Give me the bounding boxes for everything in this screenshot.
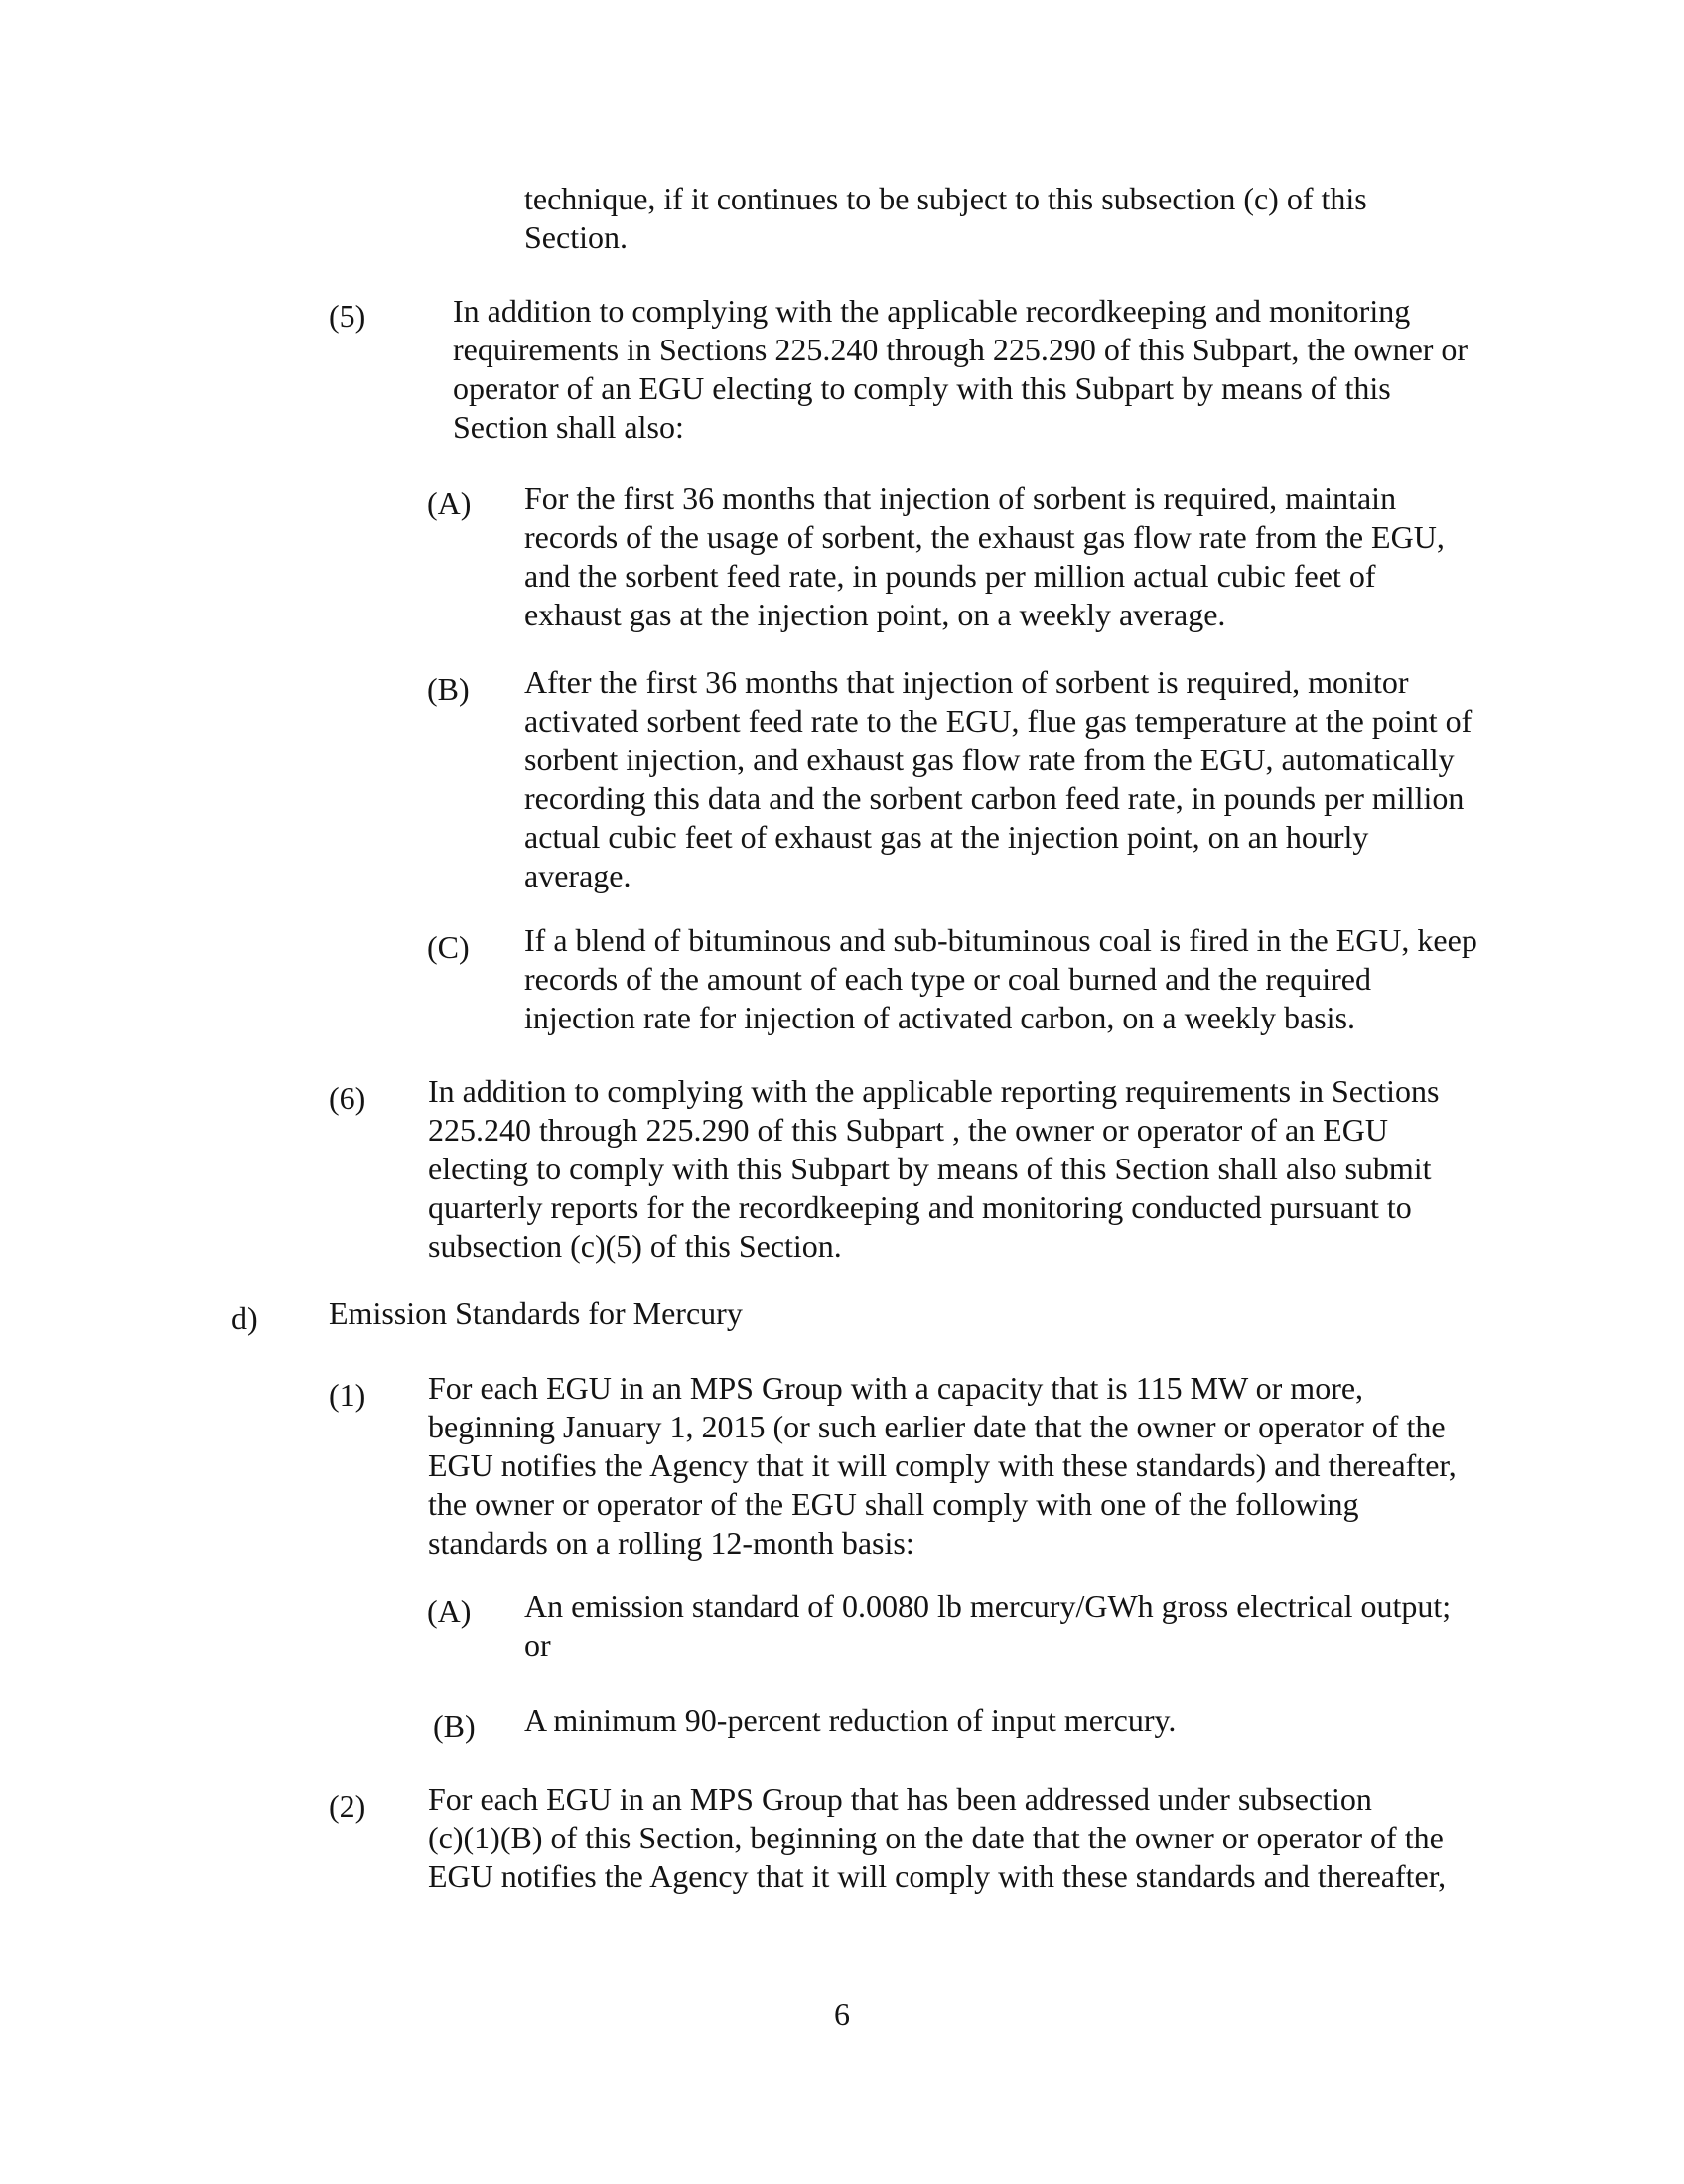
sub-item-marker-c5-a: (A) <box>427 485 472 521</box>
item-marker-c6: (6) <box>329 1080 366 1116</box>
paragraph-c6 <box>428 1072 1439 1266</box>
sub-item-marker-c5-c: (C) <box>427 929 470 965</box>
continuation-paragraph <box>524 180 1367 257</box>
paragraph-d1-a <box>524 1587 1451 1665</box>
text-line: (c)(1)(B) of this Section, beginning on the date that the owner or operator of the <box>428 1820 1444 1855</box>
text-line: EGU notifies the Agency that it will comply with these standards) and thereafter, <box>428 1447 1457 1483</box>
text-line: or <box>524 1627 551 1663</box>
text-line: A minimum 90-percent reduction of input mercury. <box>524 1703 1177 1738</box>
sub-item-marker-c5-b: (B) <box>427 671 470 707</box>
text-line: In addition to complying with the applicable recordkeeping and monitoring <box>453 293 1411 329</box>
paragraph-c5 <box>453 292 1468 447</box>
text-line: recording this data and the sorbent carbon feed rate, in pounds per million <box>524 780 1465 816</box>
item-marker-c5: (5) <box>329 298 366 334</box>
text-line: If a blend of bituminous and sub-bituminous coal is fired in the EGU, keep <box>524 922 1477 958</box>
paragraph-d2 <box>428 1780 1446 1896</box>
text-line: electing to comply with this Subpart by means of this Section shall also submit <box>428 1151 1432 1186</box>
section-marker-d: d) <box>231 1300 258 1336</box>
text-line: Section. <box>524 219 628 255</box>
text-line: quarterly reports for the recordkeeping and monitoring conducted pursuant to <box>428 1189 1412 1225</box>
text-line: operator of an EGU electing to comply with this Subpart by means of this <box>453 370 1391 406</box>
text-line: injection rate for injection of activated carbon, on a weekly basis. <box>524 1000 1356 1035</box>
text-line: After the first 36 months that injection of sorbent is required, monitor <box>524 664 1409 700</box>
text-line: actual cubic feet of exhaust gas at the injection point, on an hourly <box>524 819 1369 855</box>
text-line: requirements in Sections 225.240 through 225.290 of this Subpart, the owner or <box>453 332 1469 367</box>
text-line: 225.240 through 225.290 of this Subpart , the owner or operator of an EGU <box>428 1112 1388 1148</box>
text-line: An emission standard of 0.0080 lb mercury/GWh gross electrical output; <box>524 1588 1452 1624</box>
text-line: For the first 36 months that injection of sorbent is required, maintain <box>524 480 1397 516</box>
page-number: 6 <box>834 1996 850 2032</box>
section-heading-d: Emission Standards for Mercury <box>329 1296 743 1331</box>
paragraph-c5-c <box>524 921 1477 1037</box>
paragraph-d1 <box>428 1369 1457 1563</box>
sub-item-marker-d1-a: (A) <box>427 1593 472 1629</box>
paragraph-c5-b <box>524 663 1472 895</box>
text-line: standards on a rolling 12-month basis: <box>428 1525 914 1561</box>
text-line: the owner or operator of the EGU shall comply with one of the following <box>428 1486 1359 1522</box>
text-line: activated sorbent feed rate to the EGU, flue gas temperature at the point of <box>524 703 1473 739</box>
text-line: records of the amount of each type or coal burned and the required <box>524 961 1371 997</box>
paragraph-d1-b <box>524 1702 1176 1740</box>
text-line: subsection (c)(5) of this Section. <box>428 1228 842 1264</box>
text-line: records of the usage of sorbent, the exhaust gas flow rate from the EGU, <box>524 519 1445 555</box>
item-marker-d2: (2) <box>329 1788 366 1824</box>
text-line: sorbent injection, and exhaust gas flow rate from the EGU, automatically <box>524 742 1455 777</box>
sub-item-marker-d1-b: (B) <box>433 1708 476 1744</box>
text-line: EGU notifies the Agency that it will comply with these standards and thereafter, <box>428 1858 1447 1894</box>
text-line: Section shall also: <box>453 409 684 445</box>
text-line: In addition to complying with the applicable reporting requirements in Sections <box>428 1073 1440 1109</box>
text-line: For each EGU in an MPS Group that has been addressed under subsection <box>428 1781 1372 1817</box>
paragraph-c5-a <box>524 479 1445 634</box>
text-line: and the sorbent feed rate, in pounds per million actual cubic feet of <box>524 558 1376 594</box>
text-line: For each EGU in an MPS Group with a capacity that is 115 MW or more, <box>428 1370 1364 1406</box>
text-line: average. <box>524 858 632 893</box>
item-marker-d1: (1) <box>329 1377 366 1413</box>
text-line: exhaust gas at the injection point, on a weekly average. <box>524 597 1226 632</box>
text-line: technique, if it continues to be subject to this subsection (c) of this <box>524 181 1367 216</box>
text-line: beginning January 1, 2015 (or such earlier date that the owner or operator of the <box>428 1409 1446 1444</box>
